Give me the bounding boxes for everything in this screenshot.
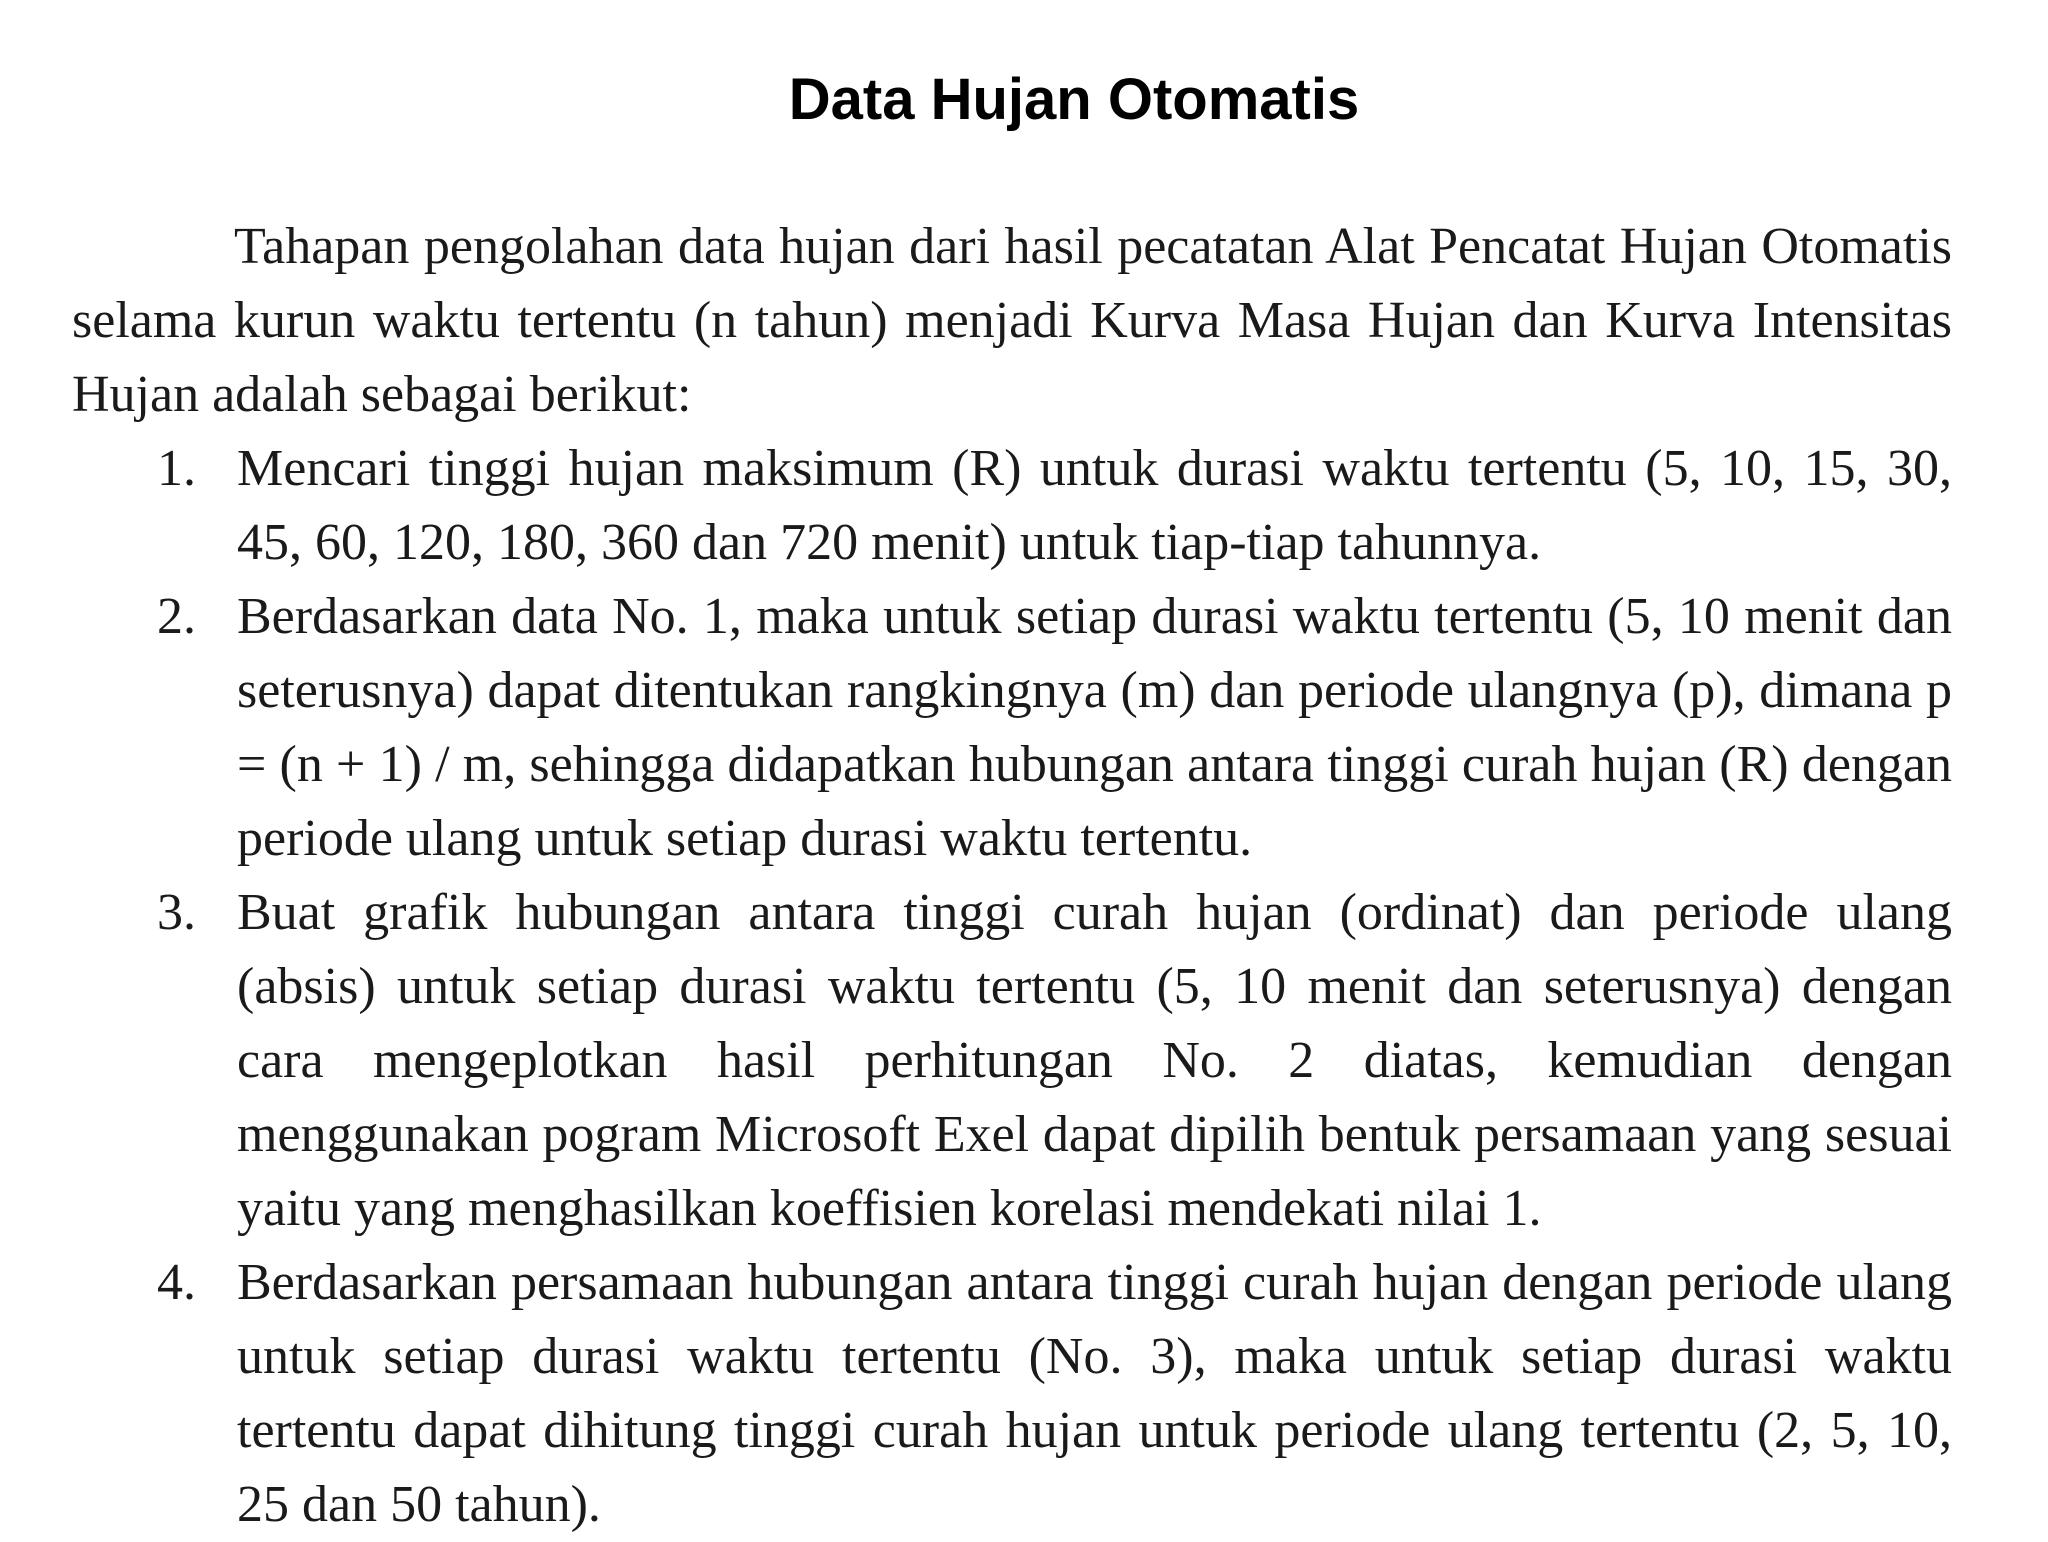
list-item-number: 1. (157, 440, 196, 497)
list-item-number: 2. (157, 588, 196, 645)
list-item-text: Mencari tinggi hujan maksimum (R) untuk durasi waktu tertentu (5, 10, 15, 30, 45, 60, 120, 180, 360 dan 720 menit) untuk tiap-tiap tahunnya. (237, 440, 1952, 571)
scanned-document (72, 210, 1952, 1542)
list-item-text: Buat grafik hubungan antara tinggi curah hujan (ordinat) dan periode ulang (absis) untuk setiap durasi waktu tertentu (5, 10 menit dan seterusnya) dengan cara mengeplotkan hasil perhitungan No. 2 diatas, kemudian dengan menggunakan pogram Microsoft Exel dapat dipilih bentuk persamaan yang sesuai yaitu yang menghasilkan koeffisien korelasi mendekati nilai 1. (237, 884, 1952, 1237)
list-item (72, 432, 1952, 580)
slide-title: Data Hujan Otomatis (788, 67, 1360, 132)
steps-list (72, 432, 1952, 1542)
list-item (72, 876, 1952, 1246)
list-item-number: 4. (157, 1254, 196, 1311)
list-item (72, 1246, 1952, 1542)
list-item-number: 3. (157, 884, 196, 941)
intro-paragraph: Tahapan pengolahan data hujan dari hasil pecatatan Alat Pencatat Hujan Otomatis selama kurun waktu tertentu (n tahun) menjadi Kurva Masa Hujan dan Kurva Intensitas Hujan adalah sebagai berikut: (72, 218, 1952, 423)
list-item (72, 580, 1952, 876)
list-item-text: Berdasarkan data No. 1, maka untuk setiap durasi waktu tertentu (5, 10 menit dan seterusnya) dapat ditentukan rangkingnya (m) dan periode ulangnya (p), dimana p = (n + 1) / m, sehingga didapatkan hubungan antara tinggi curah hujan (R) dengan periode ulang untuk setiap durasi waktu tertentu. (237, 588, 1952, 867)
list-item-text: Berdasarkan persamaan hubungan antara tinggi curah hujan dengan periode ulang untuk setiap durasi waktu tertentu (No. 3), maka untuk setiap durasi waktu tertentu dapat dihitung tinggi curah hujan untuk periode ulang tertentu (2, 5, 10, 25 dan 50 tahun). (237, 1254, 1952, 1533)
